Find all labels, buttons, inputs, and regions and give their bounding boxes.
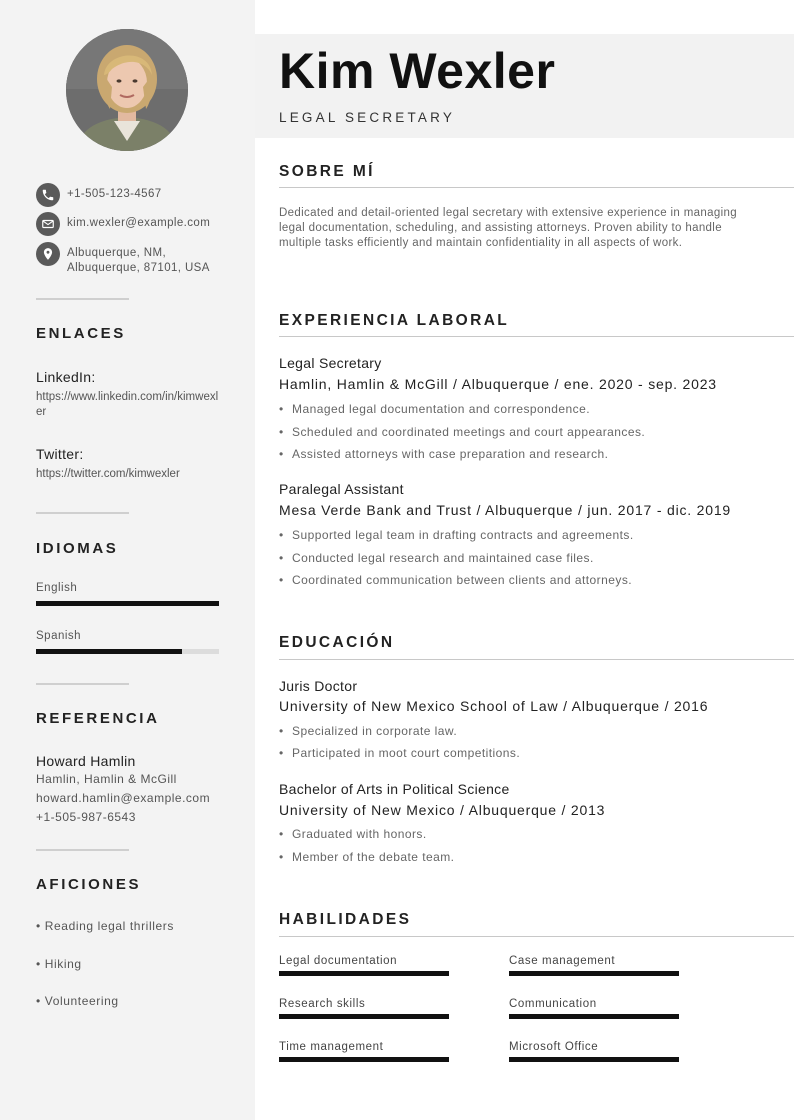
education-heading: EDUCACIÓN <box>279 634 395 651</box>
experience-title: Legal Secretary <box>279 355 382 371</box>
skill-name: Microsoft Office <box>509 1041 599 1053</box>
skill-level-fill <box>509 1057 679 1062</box>
hobby-text: Reading legal thrillers <box>44 919 174 933</box>
skills-heading: HABILIDADES <box>279 911 412 928</box>
experience-bullet: • Managed legal documentation and correspondence. <box>279 402 591 416</box>
email-text[interactable]: kim.wexler@example.com <box>67 217 211 229</box>
bullet-text: Assisted attorneys with case preparation and research. <box>292 447 609 461</box>
skill-item <box>279 955 449 976</box>
about-heading: SOBRE MÍ <box>279 163 375 180</box>
experience-bullet: • Scheduled and coordinated meetings and court appearances. <box>279 425 646 439</box>
bullet-text: Specialized in corporate law. <box>292 724 458 738</box>
reference-email[interactable]: howard.hamlin@example.com <box>36 791 211 805</box>
skill-level-fill <box>279 1014 449 1019</box>
candidate-name: Kim Wexler <box>279 43 556 99</box>
divider <box>36 849 129 851</box>
skill-item <box>509 998 679 1019</box>
contact-address <box>36 242 210 276</box>
reference-heading: REFERENCIA <box>36 710 160 727</box>
skill-item <box>509 1041 679 1062</box>
links-heading: ENLACES <box>36 325 126 342</box>
contact-email <box>36 212 210 236</box>
address-text <box>67 242 210 276</box>
language-name: English <box>36 582 78 594</box>
twitter-label: Twitter: <box>36 446 84 462</box>
education-bullet: • Graduated with honors. <box>279 827 427 841</box>
experience-bullet: • Supported legal team in drafting contracts and agreements. <box>279 528 634 542</box>
section-rule <box>279 936 794 937</box>
section-rule <box>279 659 794 660</box>
bullet-text: Supported legal team in drafting contracts and agreements. <box>292 528 634 542</box>
education-bullet: • Participated in moot court competitions. <box>279 746 521 760</box>
language-level-fill <box>36 601 219 606</box>
language-name: Spanish <box>36 630 82 642</box>
languages-heading: IDIOMAS <box>36 540 119 557</box>
hobby-text: Hiking <box>44 957 82 971</box>
language-level-bar <box>36 649 219 654</box>
education-subtitle: University of New Mexico School of Law / Albuquerque / 2016 <box>279 698 709 714</box>
education-bullet: • Specialized in corporate law. <box>279 724 458 738</box>
skill-level-fill <box>279 1057 449 1062</box>
divider <box>36 683 129 685</box>
skill-level-bar <box>509 1014 679 1019</box>
profile-photo <box>66 29 188 151</box>
skill-name: Legal documentation <box>279 955 398 967</box>
twitter-url[interactable]: https://twitter.com/kimwexler <box>36 468 180 480</box>
section-rule <box>279 336 794 337</box>
experience-bullet: • Coordinated communication between clients and attorneys. <box>279 573 633 587</box>
linkedin-label: LinkedIn: <box>36 369 96 385</box>
hobby-item: • Volunteering <box>36 994 119 1008</box>
address-line-1: Albuquerque, NM, <box>67 247 167 259</box>
linkedin-url[interactable]: https://www.linkedin.com/in/kimwexler <box>36 391 219 418</box>
skill-level-bar <box>509 971 679 976</box>
bullet-text: Graduated with honors. <box>292 827 427 841</box>
bullet-text: Scheduled and coordinated meetings and court appearances. <box>292 425 646 439</box>
job-title: LEGAL SECRETARY <box>279 110 456 125</box>
skill-item <box>279 998 449 1019</box>
experience-subtitle: Mesa Verde Bank and Trust / Albuquerque / jun. 2017 - dic. 2019 <box>279 502 731 518</box>
hobby-item: • Reading legal thrillers <box>36 919 174 933</box>
bullet-text: Conducted legal research and maintained case files. <box>292 551 594 565</box>
education-bullet: • Member of the debate team. <box>279 850 455 864</box>
phone-icon <box>36 183 60 207</box>
skill-name: Time management <box>279 1041 384 1053</box>
skill-item <box>279 1041 449 1062</box>
skill-level-fill <box>279 971 449 976</box>
divider <box>36 298 129 300</box>
location-pin-icon <box>36 242 60 266</box>
hobby-item: • Hiking <box>36 957 82 971</box>
skill-level-fill <box>509 971 679 976</box>
experience-bullet: • Conducted legal research and maintained case files. <box>279 551 594 565</box>
reference-phone: +1-505-987-6543 <box>36 810 136 824</box>
skill-level-bar <box>509 1057 679 1062</box>
hobby-text: Volunteering <box>44 994 119 1008</box>
reference-company: Hamlin, Hamlin & McGill <box>36 772 177 786</box>
bullet-text: Participated in moot court competitions. <box>292 746 521 760</box>
skill-level-bar <box>279 1014 449 1019</box>
skill-name: Communication <box>509 998 597 1010</box>
education-title: Bachelor of Arts in Political Science <box>279 781 510 797</box>
experience-title: Paralegal Assistant <box>279 481 404 497</box>
skill-level-bar <box>279 971 449 976</box>
experience-heading: EXPERIENCIA LABORAL <box>279 312 510 329</box>
sidebar <box>0 0 255 1120</box>
phone-text: +1-505-123-4567 <box>67 188 162 200</box>
skill-level-bar <box>279 1057 449 1062</box>
address-line-2: Albuquerque, 87101, USA <box>67 262 210 274</box>
reference-name: Howard Hamlin <box>36 753 136 769</box>
skill-name: Research skills <box>279 998 366 1010</box>
contact-phone <box>36 183 162 207</box>
skill-name: Case management <box>509 955 616 967</box>
experience-subtitle: Hamlin, Hamlin & McGill / Albuquerque / ene. 2020 - sep. 2023 <box>279 376 717 392</box>
education-title: Juris Doctor <box>279 678 358 694</box>
bullet-text: Managed legal documentation and correspondence. <box>292 402 591 416</box>
bullet-text: Coordinated communication between clients and attorneys. <box>292 573 633 587</box>
bullet-text: Member of the debate team. <box>292 850 455 864</box>
language-level-bar <box>36 601 219 606</box>
hobbies-heading: AFICIONES <box>36 876 142 893</box>
education-subtitle: University of New Mexico / Albuquerque / 2013 <box>279 802 606 818</box>
skill-level-fill <box>509 1014 679 1019</box>
divider <box>36 512 129 514</box>
language-level-fill <box>36 649 182 654</box>
about-text: Dedicated and detail-oriented legal secretary with extensive experience in managing legal documentation, scheduling, and assisting attorneys. Proven ability to handle multiple tasks efficiently and maintain confidentiality in all aspects of work. <box>279 207 737 249</box>
email-icon <box>36 212 60 236</box>
experience-bullet: • Assisted attorneys with case preparation and research. <box>279 447 609 461</box>
section-rule <box>279 187 794 188</box>
skill-item <box>509 955 679 976</box>
